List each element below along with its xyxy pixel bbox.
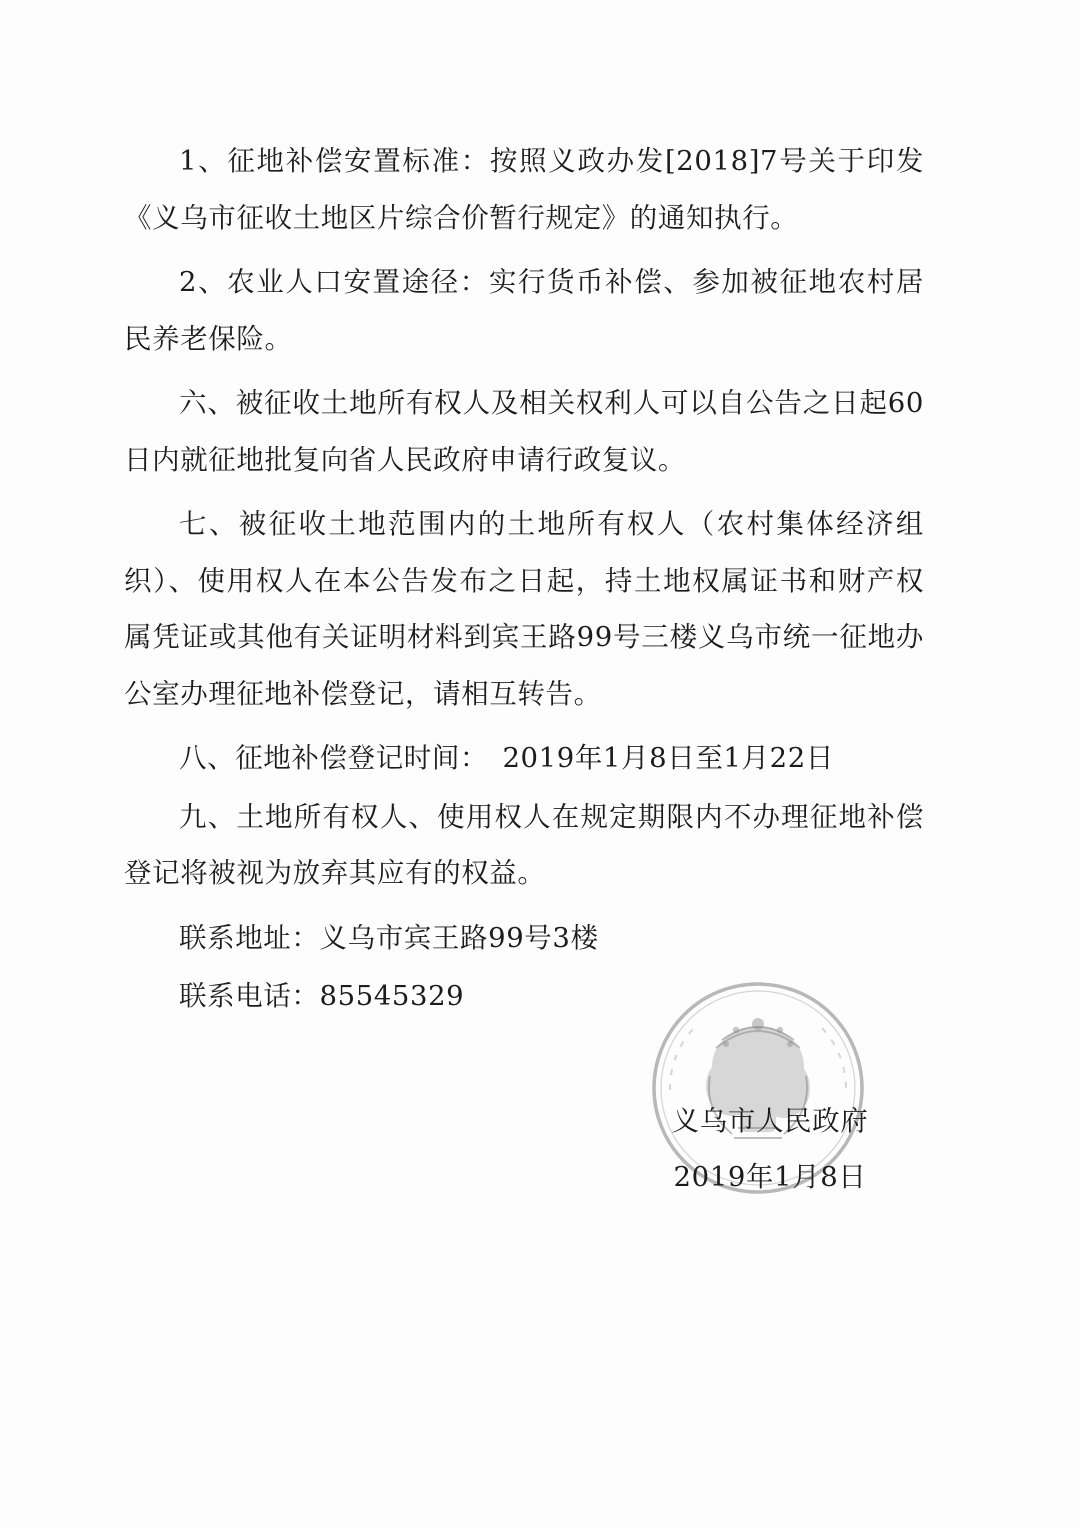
issue-date: 2019年1月8日: [673, 1161, 867, 1193]
issuing-authority: 义乌市人民政府: [671, 1105, 869, 1137]
paragraph-registration-period: 八、征地补偿登记时间： 2019年1月8日至1月22日: [179, 742, 834, 774]
notice-body: [124, 133, 924, 1027]
paragraph-registration-procedure: 七、被征收土地范围内的土地所有权人（农村集体经济组织）、使用权人在本公告发布之日起，持土地权属证书和财产权属凭证或其他有关证明材料到宾王路99号三楼义乌市统一征地办公室办理征地补偿登记，请相互转告。: [124, 508, 924, 710]
contact-phone: 联系电话：85545329: [179, 980, 465, 1012]
contact-address: 联系地址：义乌市宾王路99号3楼: [179, 921, 599, 954]
paragraph-waiver-notice: 九、土地所有权人、使用权人在规定期限内不办理征地补偿登记将被视为放弃其应有的权益。: [124, 800, 924, 889]
paragraph-compensation-standard: 1、征地补偿安置标准：按照义政办发[2018]7号关于印发《义乌市征收土地区片综合价暂行规定》的通知执行。: [124, 145, 924, 234]
paragraph-resettlement-approach: 2、农业人口安置途径：实行货币补偿、参加被征地农村居民养老保险。: [124, 266, 924, 355]
paragraph-administrative-review: 六、被征收土地所有权人及相关权利人可以自公告之日起60日内就征地批复向省人民政府申请行政复议。: [124, 387, 924, 476]
signature-block: [630, 1093, 910, 1205]
